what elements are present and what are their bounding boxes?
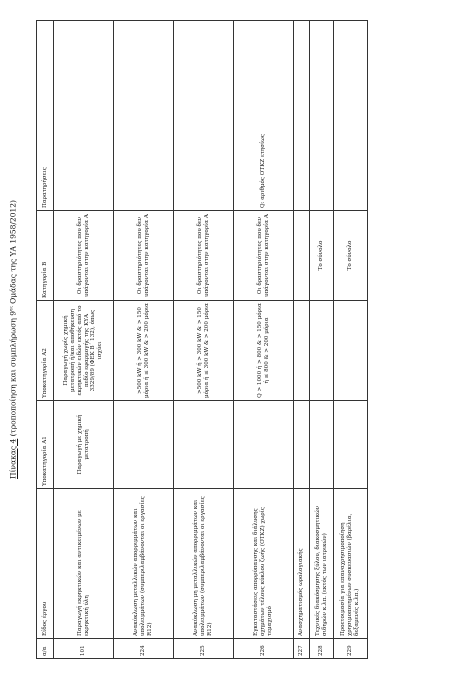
table-caption [8,0,18,679]
row-notes [294,21,310,211]
row-number: 227 [294,639,310,659]
row-type: Ανακύκλωση μεταλλικών απορριμμάτων και υπολειμμάτων (συμπεριλαμβάνονται οι εργασίες R12) [114,489,174,639]
row-b: Οι δραστηριότητες που δεν υπάγονται στην κατηγορία Α [174,211,234,301]
table-row [174,21,234,659]
row-type: Προετοιμασία για επαναχρησιμοποίηση χρησιμοποιημένων συσκευασιών (βαρέλια, δεξαμενές κ.λπ.) [334,489,368,639]
header-b: Κατηγορία Β [37,211,54,301]
row-type: Παραγωγή εκρηκτικών και αντικειμένων με εκρηκτική ύλη [54,489,114,639]
caption-title: Πίνακας 4 [8,438,18,479]
activities-table [36,20,368,659]
row-b: Οι δραστηριότητες που δεν υπάγονται στην κατηγορία Α [114,211,174,301]
header-a2: Υποκατηγορία Α2 [37,301,54,401]
header-a1: Υποκατηγορία Α1 [37,401,54,489]
row-number: 101 [54,639,114,659]
table-row [294,21,310,659]
caption-tail: Ομάδας της ΥΑ 1958/2012) [8,200,18,307]
row-notes [334,21,368,211]
row-a2: >500 kW ή > 300 kW & > 150 μόρια ή ≤ 300 kW & > 200 μόρια [114,301,174,401]
row-a1 [310,401,334,489]
table-row [334,21,368,659]
row-number: 226 [234,639,294,659]
row-number: 229 [334,639,368,659]
row-a1 [334,401,368,489]
row-notes [310,21,334,211]
header-notes: Παρατηρήσεις [37,21,54,211]
row-a1 [234,401,294,489]
table-row [310,21,334,659]
row-a2: Παραγωγή χωρίς χημική μετατροπή ή/και αποθήκευση εκρηκτικών ειδών εκτός από το πεδίο εφαρμογής της ΚΥΑ 3329/89 (ΦΕΚ Β΄ 132), όπως ισχύει [54,301,114,401]
row-number: 225 [174,639,234,659]
row-a2: Q > 1000 ή > 800 & > 150 μόρια ή ≤ 800 & > 200 μόρια [234,301,294,401]
header-no: α/α [37,639,54,659]
row-a2: >500 kW ή > 300 kW & > 150 μόρια ή ≤ 300 kW & > 200 μόρια [174,301,234,401]
row-type: Ανακύκλωση μη μεταλλικών απορριμμάτων και υπολειμμάτων (συμπεριλαμβάνονται οι εργασίες R12) [174,489,234,639]
row-notes: Q: αριθμός ΟΤΚΖ ετησίως [234,21,294,211]
row-a2 [294,301,310,401]
row-b: Οι δραστηριότητες που δεν υπάγονται στην κατηγορία Α [54,211,114,301]
row-a2 [334,301,368,401]
row-type: Ανασχηματισμός ωρολογιακής [294,489,310,639]
table-row [234,21,294,659]
row-type: Εγκαταστάσεις απορρύπανσης και διάλυσης οχημάτων τέλους κύκλου ζωής (ΟΤΚΖ) χωρίς τεμαχισμό [234,489,294,639]
row-notes [54,21,114,211]
row-b [294,211,310,301]
row-b: Το σύνολο [334,211,368,301]
row-notes [114,21,174,211]
row-a2 [310,301,334,401]
row-a1 [114,401,174,489]
row-number: 224 [114,639,174,659]
table-header-row [37,21,54,659]
row-b: Οι δραστηριότητες που δεν υπάγονται στην κατηγορία Α [234,211,294,301]
row-type: Τεχνικές διακόσμησης ξύλου, διακοσμητικών σιδηρών κ.λπ. (εκτός των ιατρικών) [310,489,334,639]
caption-superscript: ης [8,306,13,311]
caption-text: (τροποποίηση και συμπλήρωση 9 [8,310,18,439]
row-notes [174,21,234,211]
table-row [114,21,174,659]
row-a1 [174,401,234,489]
header-type: Είδος έργου [37,489,54,639]
row-a1: Παραγωγή με χημική μετατροπή [54,401,114,489]
row-a1 [294,401,310,489]
row-number: 228 [310,639,334,659]
row-b: Το σύνολο [310,211,334,301]
table-row [54,21,114,659]
